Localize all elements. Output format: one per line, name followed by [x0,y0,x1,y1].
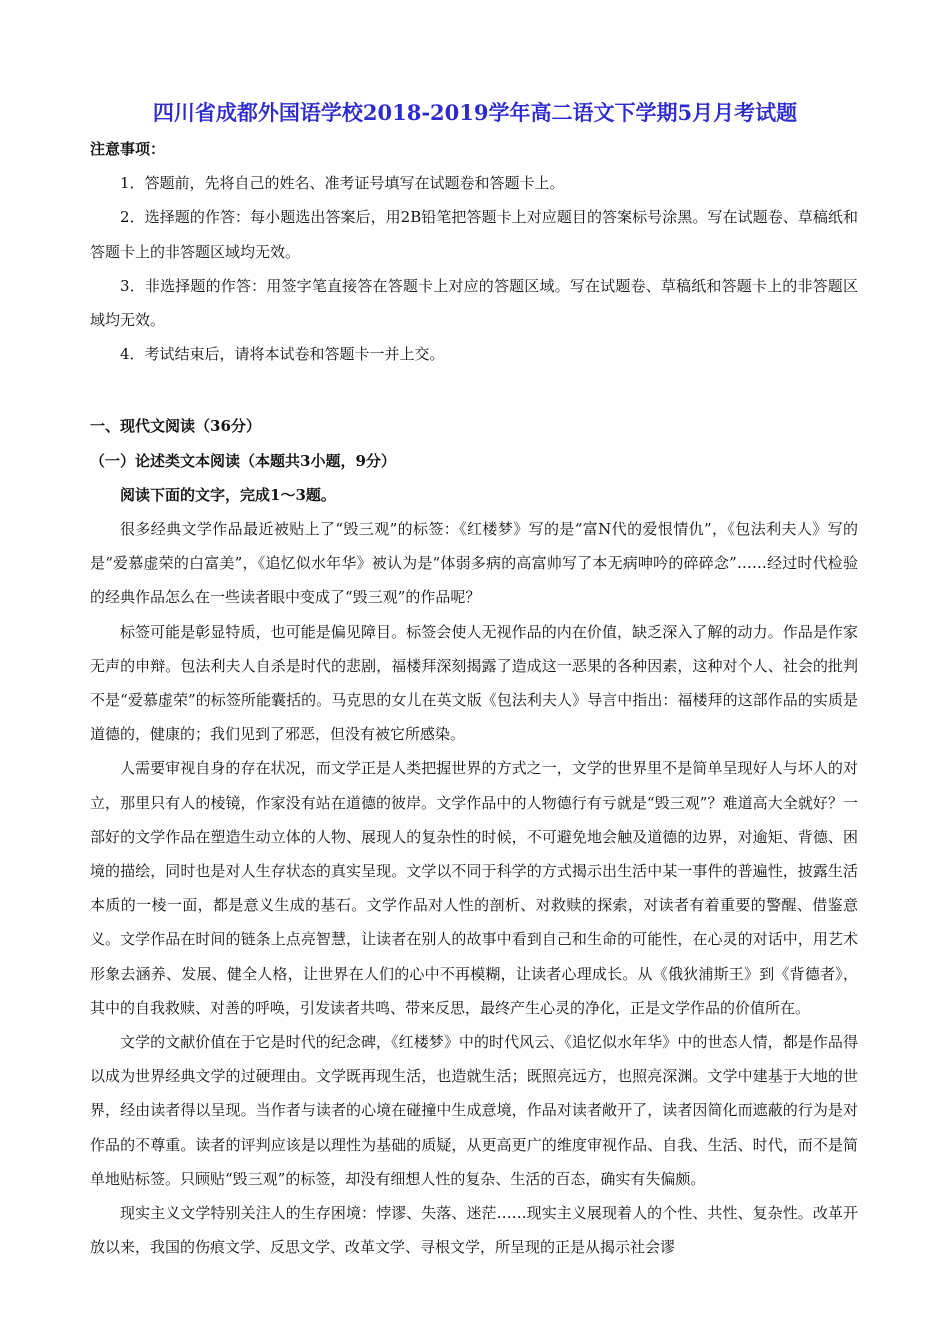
document-body [90,132,858,1265]
notice-item-3: 3．非选择题的作答：用签字笔直接答在答题卡上对应的答题区域。写在试题卷、草稿纸和答题卡上的非答题区域均无效。 [90,276,858,330]
passage-paragraph-1: 很多经典文学作品最近被贴上了“毁三观”的标签：《红楼梦》写的是“富N代的爱恨情仇”，《包法利夫人》写的是“爱慕虚荣的白富美”，《追忆似水年华》被认为是“体弱多病的高富帅写了本无病呻吟的碎碎念”……经过时代检验的经典作品怎么在一些读者眼中变成了“毁三观”的作品呢？ [90,520,858,607]
passage-paragraph-5: 现实主义文学特别关注人的生存困境：悖谬、失落、迷茫……现实主义展现着人的个性、共性、复杂性。改革开放以来，我国的伤痕文学、反思文学、改革文学、寻根文学，所呈现的正是从揭示社会谬 [90,1204,858,1257]
passage-paragraph-2: 标签可能是彰显特质，也可能是偏见障目。标签会使人无视作品的内在价值，缺乏深入了解的动力。作品是作家无声的申辩。包法利夫人自杀是时代的悲剧，福楼拜深刻揭露了造成这一恶果的各种因素，这种对个人、社会的批判不是“爱慕虚荣”的标签所能囊括的。马克思的女儿在英文版《包法利夫人》导言中指出：福楼拜的这部作品的实质是道德的，健康的；我们见到了邪恶，但没有被它所感染。 [90,622,858,744]
notice-item-1: 1．答题前，先将自己的姓名、准考证号填写在试题卷和答题卡上。 [120,174,565,193]
notice-item-2: 2．选择题的作答：每小题选出答案后，用2B铅笔把答题卡上对应题目的答案标号涂黑。写在试题卷、草稿纸和答题卡上的非答题区域均无效。 [90,208,858,261]
subsection-heading: （一）论述类文本阅读（本题共3小题，9分） [90,451,396,470]
section-heading: 一、现代文阅读（36分） [90,417,261,436]
passage-paragraph-4: 文学的文献价值在于它是时代的纪念碑，《红楼梦》中的时代风云、《追忆似水年华》中的世态人情，都是作品得以成为世界经典文学的过硬理由。文学既再现生活，也造就生活；既照亮远方，也照亮深渊。文学中建基于大地的世界，经由读者得以呈现。当作者与读者的心境在碰撞中生成意境，作品对读者敞开了，读者因简化而遮蔽的行为是对作品的不尊重。读者的评判应该是以理性为基础的质疑，从更高更广的维度审视作品、自我、生活、时代，而不是简单地贴标签。只顾贴“毁三观”的标签，却没有细想人性的复杂、生活的百态，确实有失偏颇。 [90,1033,858,1188]
section-spacer [90,371,858,409]
reading-instruction: 阅读下面的文字，完成1～3题。 [120,485,336,504]
notice-heading: 注意事项： [90,140,166,158]
notice-item-4: 4．考试结束后，请将本试卷和答题卡一并上交。 [120,345,445,364]
document-title: 四川省成都外国语学校2018-2019学年高二语文下学期5月月考试题 [152,100,798,125]
passage-paragraph-3: 人需要审视自身的存在状况，而文学正是人类把握世界的方式之一，文学的世界里不是简单呈现好人与坏人的对立，那里只有人的棱镜，作家没有站在道德的彼岸。文学作品中的人物德行有亏就是“毁三观”？难道高大全就好？一部好的文学作品在塑造生动立体的人物、展现人的复杂性的时候，不可避免地会触及道德的边界，对逾矩、背德、困境的描绘，同时也是对人生存状态的真实呈现。文学以不同于科学的方式揭示出生活中某一事件的普遍性，披露生活本质的一棱一面，都是意义生成的基石。文学作品对人性的剖析、对救赎的探索，对读者有着重要的警醒、借鉴意义。文学作品在时间的链条上点亮智慧，让读者在别人的故事中看到自己和生命的可能性，在心灵的对话中，用艺术形象去涵养、发展、健全人格，让世界在人们的心中不再模糊，让读者心理成长。从《俄狄浦斯王》到《背德者》，其中的自我救赎、对善的呼唤，引发读者共鸣、带来反思，最终产生心灵的净化，正是文学作品的价值所在。 [90,759,858,1017]
